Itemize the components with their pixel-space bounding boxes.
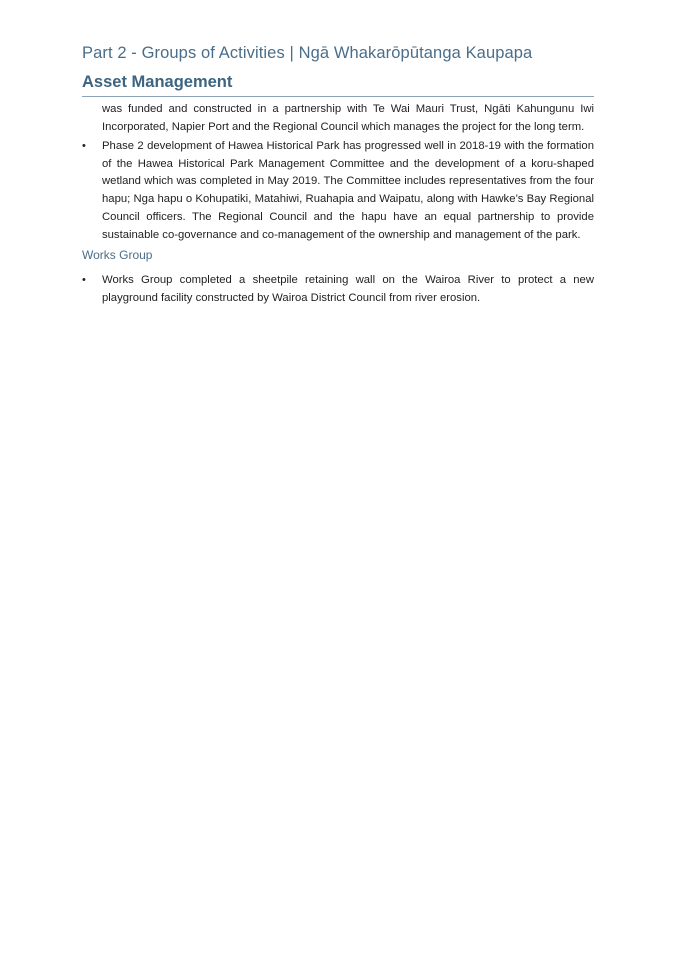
section-title: Asset Management: [82, 73, 233, 91]
title-divider: [82, 96, 594, 97]
bullet-marker: •: [82, 274, 86, 286]
continuation-paragraph: was funded and constructed in a partnership with Te Wai Mauri Trust, Ngāti Kahungunu Iwi Incorporated, Napier Port and the Regional Council which manages the project for the long term.: [102, 103, 594, 133]
part-title: Part 2 - Groups of Activities | Ngā Whakarōpūtanga Kaupapa: [82, 44, 533, 62]
bullet-marker: •: [82, 140, 86, 152]
bullet-paragraph-hawea: Phase 2 development of Hawea Historical Park has progressed well in 2018-19 with the formation of the Hawea Historical Park Management Committee and the development of a koru-shaped wetland which was completed in May 2019. The Committee includes representatives from the four hapu; Nga hapu o Kohupatiki, Matahiwi, Ruahapia and Waipatu, along with Hawke’s Bay Regional Council officers. The Regional Council and the hapu have an equal partnership to provide sustainable co-governance and co-management of the ownership and management of the park.: [102, 140, 594, 241]
bullet-paragraph-works: Works Group completed a sheetpile retaining wall on the Wairoa River to protect a new playground facility constructed by Wairoa District Council from river erosion.: [102, 274, 594, 304]
works-group-heading: Works Group: [82, 248, 153, 262]
